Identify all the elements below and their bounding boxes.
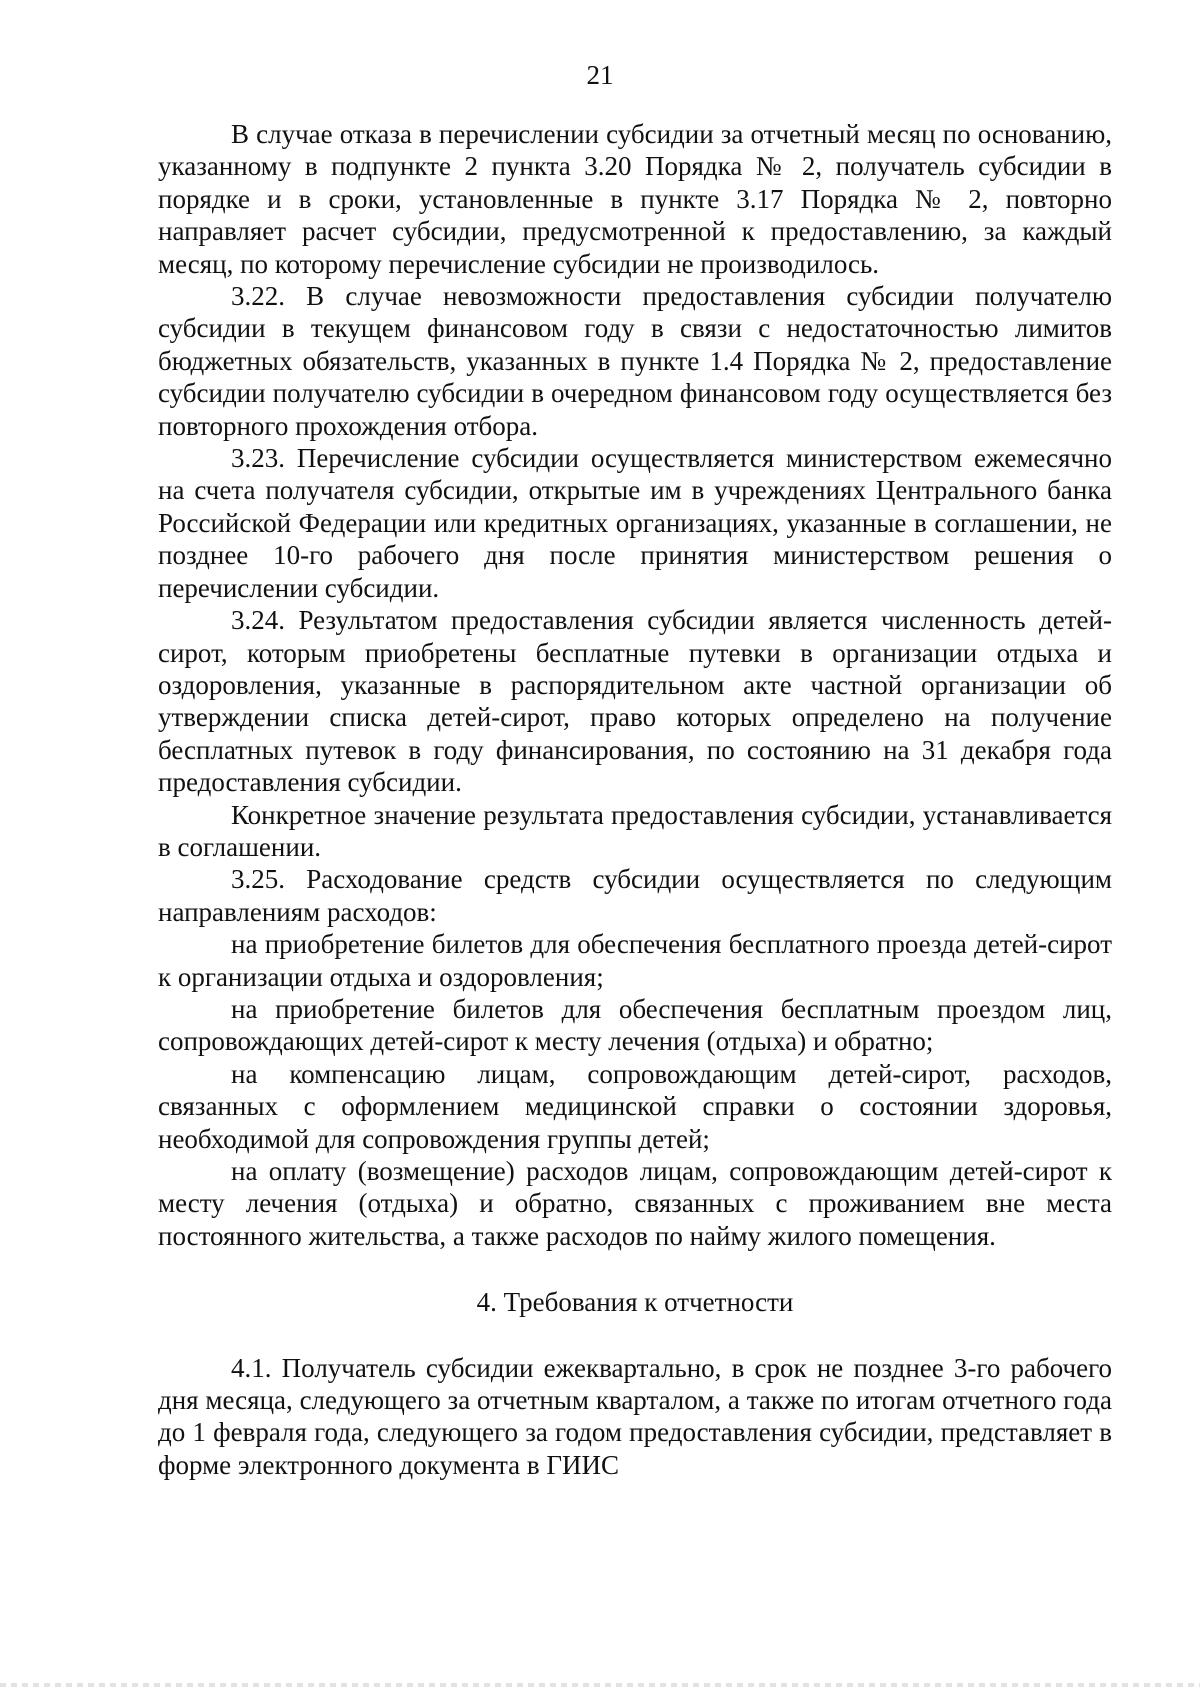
list-item-accommodation: на оплату (возмещение) расходов лицам, сопровождающим детей-сирот к месту лечения (отдыха) и обратно, связанных с проживанием вне места постоянного жительства, а также расходов по найму жилого помещения. — [158, 1156, 1112, 1251]
paragraph-3-23: 3.23. Перечисление субсидии осуществляется министерством ежемесячно на счета получателя субсидии, открытые им в учреждениях Центрального банка Российской Федерации или кредитных организациях, указанные в соглашении, не позднее 10-го рабочего дня после принятия министерством решения о перечислении субсидии. — [158, 443, 1112, 603]
list-item-tickets-travel: на приобретение билетов для обеспечения бесплатного проезда детей-сирот к организации отдыха и оздоровления; — [158, 929, 1112, 992]
paragraph-3-22: 3.22. В случае невозможности предоставления субсидии получателю субсидии в текущем финансовом году в связи с недостаточностью лимитов бюджетных обязательств, указанных в пункте 1.4 Порядка № 2, предоставление субсидии получателю субсидии в очередном финансовом году осуществляется без повторного прохождения отбора. — [158, 281, 1112, 441]
list-item-medical-certificate: на компенсацию лицам, сопровождающим детей-сирот, расходов, связанных с оформлением медицинской справки о состоянии здоровья, необходимой для сопровождения группы детей; — [158, 1058, 1112, 1154]
paragraph-4-1: 4.1. Получатель субсидии ежеквартально, в срок не позднее 3-го рабочего дня месяца, следующего за отчетным кварталом, а также по итогам отчетного года до 1 февраля года, следующего за годом предоставления субсидии, представляет в форме электронного документа в ГИИС — [158, 1352, 1112, 1480]
document-body — [158, 118, 1112, 1481]
page-number: 21 — [586, 60, 614, 90]
list-item-tickets-escort: на приобретение билетов для обеспечения бесплатным проездом лиц, сопровождающих детей-сирот к месту лечения (отдыха) и обратно; — [158, 993, 1112, 1057]
paragraph-3-25: 3.25. Расходование средств субсидии осуществляется по следующим направлениям расходов: — [158, 864, 1112, 927]
paragraph-result-value: Конкретное значение результата предоставления субсидии, устанавливается в соглашении. — [158, 799, 1112, 862]
paragraph-3-24: 3.24. Результатом предоставления субсидии является численность детей-сирот, которым приобретены бесплатные путевки в организации отдыха и оздоровления, указанные в распорядительном акте частной организации об утверждении списка детей-сирот, право которых определено на получение бесплатных путевок в году финансирования, по состоянию на 31 декабря года предоставления субсидии. — [158, 605, 1112, 798]
scan-artifact-divider — [0, 1683, 1200, 1687]
paragraph-refusal: В случае отказа в перечислении субсидии за отчетный месяц по основанию, указанному в подпункте 2 пункта 3.20 Порядка № 2, получатель субсидии в порядке и в сроки, установленные в пункте 3.17 Порядка № 2, повторно направляет расчет субсидии, предусмотренной к предоставлению, за каждый месяц, по которому перечисление субсидии не производилось. — [158, 119, 1112, 279]
section-heading: 4. Требования к отчетности — [476, 1287, 794, 1318]
